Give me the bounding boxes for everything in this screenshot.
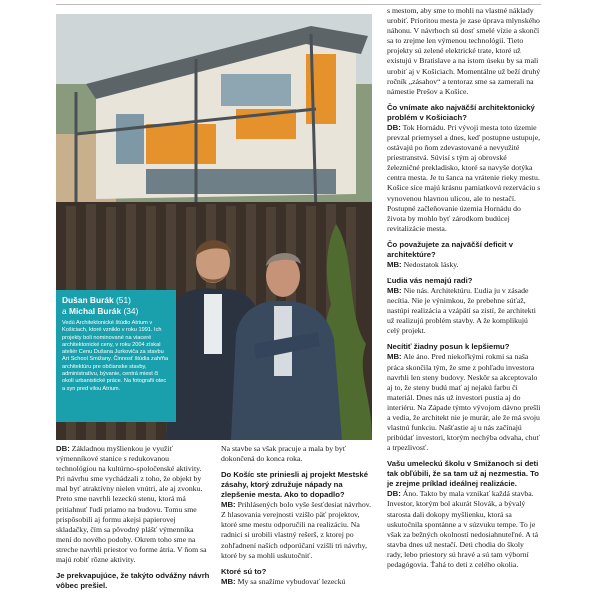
answer-5-text: Áno. Takto by mala vznikať každá stavba. Investor, ktorým bol akurát Slovák, a bývalý starosta dali dokopy myšlienku, ktorá sa uskutočnila spontánne a v súzvuku tempe. To je však za bežných okolností nedosiahnuteľné. A tá stavba dnes už nestačí. Deti chodia do školy rady, lebo priestory sú hravé a sú tam výborní pedagógovia. Ťahá to deti z celého okolia. — [387, 489, 539, 570]
right-column — [387, 6, 541, 570]
question-5: Vašu umeleckú školu v Smižanoch si deti tak obľúbili, že sa tam už aj nezmestia. To je zrejme príklad ideálnej realizácie. — [387, 459, 539, 489]
bottom-left-answer-text: Základnou myšlienkou je využiť výmenníkové stanice s redukovanou technológiou na kultúrno-spoločenské aktivity. Pri návrhu sme vychádzali z toho, že objekt by mal byť atraktívny nielen vnútri, ale aj zvonku. Preto sme navrhli lezeckú stenu, ktorá má pritiahnuť ľudí priamo na budovu. Tomu sme prispôsobili aj formu akejsi papierovej skladačky, čím sa pôvodný plášť výmenníka mení do nového podoby. Okrem toho sme na streche navrhli priestor vo forme átria. V ňom sa majú robiť rôzne aktivity. — [56, 444, 207, 565]
window-band — [146, 169, 336, 194]
bottom-middle-answer-2-text: My sa snažíme vybudovať lezeckú — [235, 576, 346, 586]
orange-panel-left — [146, 124, 216, 164]
answer-1-text: Tok Hornádu. Pri vývoji mesta toto územie prevzal priemysel a dnes, keď postupne ustupuje, ostávajú po ňom zdevastované a nevyužité priestranstvá. Súvisí s tým aj obrovské železničné prekladisko, ktoré sa navyše dotýka centra mesta. Je tu šanca na vrátenie rieky mestu. Košice síce majú krásnu pamiatkovú rezerváciu s vynovenou hlavnou ulicou, ale to nestačí. Postupné začleňovanie územia Hornádu do života by mohlo byť zárodkom budúcej revitalizácie mesta. — [387, 122, 541, 233]
answer-3 — [387, 286, 541, 336]
answer-2-lead: MB: — [387, 259, 402, 269]
window-1 — [116, 114, 144, 164]
bottom-middle-question-2: Ktoré sú to? — [221, 566, 267, 576]
answer-4-text: Ale áno. Pred niekoľkými rokmi sa naša práca skončila tým, že sme z pohľadu investora navrhli len steny budovy. Neskôr sa akceptovalo aj to, že steny budú mať aj nejakú farbu či materiál. Dnes nás už investori pustia aj do interiéru. Na Západe týmto vývojom dávno prešli a vedia, že architekt nie je murár, ale že má svoju vlastnú funkciu. Našťastie aj u nás začínajú pribúdať investori, ktorým nechýba odvaha, chuť a trpezlivosť. — [387, 352, 541, 453]
answer-3-text: Nie nás. Architektúru. Ľudia ju v zásade necítia. Nie je výnimkou, že prebehne súťaž, nastúpi realizácia a vzápätí sa zistí, že architekti už realizujú problém stavby. A že komplikujú celý projekt. — [387, 285, 536, 336]
caption-bio: Vedú Architektonické štúdio Atrium v Košiciach, ktoré vzniklo v roku 1991. Ich projekty boli nominované na viaceré architektonické ceny, v roku 2004 získal ateliér Cenu Dušana Jurkoviča za stavbu Art School Smižany. Činnosť štúdia zahŕňa architektúru pre občianske stavby, administratívu, bývanie, centrá miest či okolí urbanistické práce. Na fotografii otec a syn pred vilou Atrium. — [62, 320, 169, 392]
caption-name-2: Michal Burák — [69, 306, 122, 316]
question-2: Čo považujete za najväčší deficit v architektúre? — [387, 239, 514, 259]
question-1: Čo vnímate ako najväčší architektonický problém v Košiciach? — [387, 102, 535, 122]
bottom-left-answer-lead: DB: — [56, 444, 70, 453]
caption-box — [56, 290, 176, 422]
answer-1 — [387, 123, 541, 234]
caption-age-1: (51) — [116, 295, 131, 305]
bottom-middle-answer-1 — [221, 500, 375, 561]
bottom-middle-answer-1-text: Prihlásených bolo vyše šesťdesiat návrhov. Z hlasovania verejnosti vzišlo päť projektov, ktoré sme mestu odporučili na realizáciu. Na radnici si urobili vlastný rešerš, z ktorej po zohľadnení našich odporúčaní vzišli tri návrhy, ktoré by sa mohli uskutočniť. — [221, 500, 372, 560]
bottom-middle-answer-2-lead: MB: — [221, 576, 236, 586]
bottom-middle-paragraph: Na stavbe sa však pracuje a mala by byť dokončená do konca roka. — [221, 444, 347, 464]
bottom-middle-answer-1-lead: MB: — [221, 500, 236, 510]
answer-1-lead: DB: — [387, 122, 401, 132]
caption-and: a — [62, 306, 67, 316]
caption-name-1: Dušan Burák — [62, 295, 114, 305]
question-4: Necítiť žiadny posun k lepšiemu? — [387, 342, 510, 352]
question-3: Ľudia vás nemajú radi? — [387, 275, 473, 285]
top-rule — [56, 4, 541, 5]
answer-4 — [387, 352, 541, 453]
bottom-middle-column — [221, 444, 375, 587]
answer-5-lead: DB: — [387, 489, 401, 499]
caption-names — [62, 295, 170, 317]
answer-5 — [387, 489, 541, 570]
caption-age-2: (34) — [123, 306, 139, 316]
window-2 — [221, 74, 291, 106]
answer-2 — [387, 260, 541, 270]
answer-2-text: Nedostatok lásky. — [401, 259, 459, 269]
bottom-left-answer — [56, 444, 210, 565]
answer-4-lead: MB: — [387, 352, 402, 362]
bottom-middle-question-1: Do Košíc ste priniesli aj projekt Mestské zásahy, ktorý združuje nápady na zlepšenie mesta. Ako to dopadlo? — [221, 470, 368, 500]
bottom-left-column — [56, 444, 210, 591]
bottom-left-question: Je prekvapujúce, že takýto odvážny návrh vôbec prešiel. — [56, 571, 210, 591]
answer-3-lead: MB: — [387, 285, 402, 295]
right-paragraph-1: s mestom, aby sme to mohli na vlastné náklady urobiť. Prioritou mesta je zase úprava mlynského náhonu. V návrhoch sú dosť smelé vízie a skončí sa to zrejme len výmenou technológií. Tieto projekty sú zelené elektrické trate, ktoré už existujú v Bratislave a na istom úseku by sa mali urobiť aj v Košiciach. Momentálne už beží druhý ročník „zásahov“ a tentoraz sme sa zamerali na námestie Prešov a Košice. — [387, 6, 541, 96]
bottom-middle-answer-2 — [221, 577, 375, 587]
